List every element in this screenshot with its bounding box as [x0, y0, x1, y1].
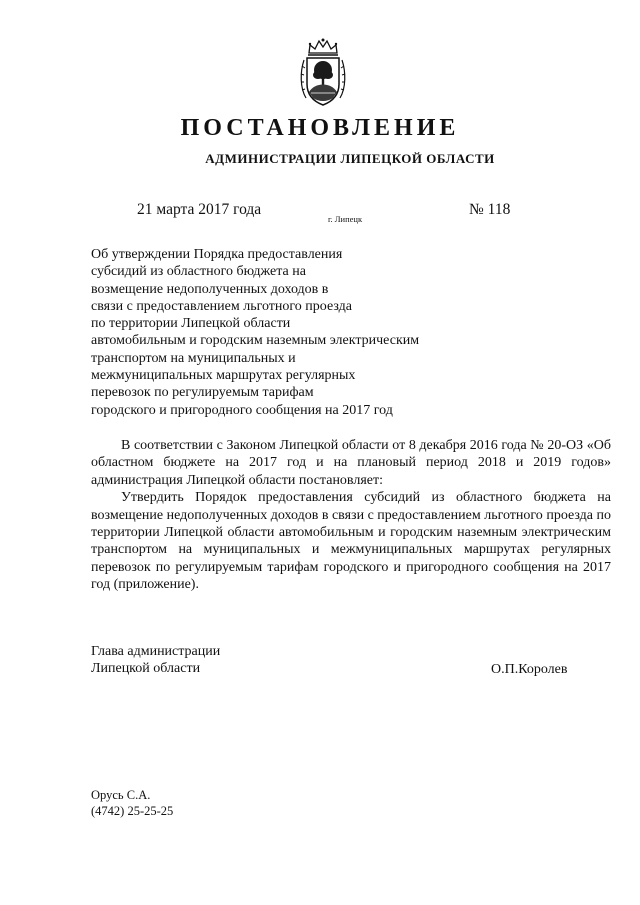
signature-position [91, 643, 220, 678]
document-body [91, 437, 611, 594]
executor-phone: (4742) 25-25-25 [91, 804, 174, 818]
subject-line: межмуниципальных маршрутах регулярных [91, 368, 356, 384]
subject-line: перевозок по регулируемым тарифам [91, 385, 314, 401]
document-date: 21 марта 2017 года [137, 201, 262, 218]
body-paragraph-decision: Утвердить Порядок предоставления субсидий из областного бюджета на возмещение недополученных доходов в связи с предоставлением льготного проезда по территории Липецкой области автомобильным и городским наземным электрическим транспортом на муниципальных и межмуниципальных маршрутах регулярных перевозок по регулируемым тарифам городского и пригородного сообщения на 2017 год (приложение). [91, 490, 611, 593]
document-title: ПОСТАНОВЛЕНИЕ [180, 115, 460, 141]
document-number: № 118 [469, 201, 511, 218]
signature-position-line: Глава администрации [91, 644, 221, 659]
signature-name: О.П.Королев [491, 662, 568, 677]
body-paragraph-preamble: В соответствии с Законом Липецкой области от 8 декабря 2016 года № 20-ОЗ «Об областном бюджете на 2017 год и на плановый период 2018 и 2019 годов» администрация Липецкой области постановляет: [91, 438, 611, 488]
subject-line: городского и пригородного сообщения на 2017 год [91, 402, 393, 418]
document-subtitle: АДМИНИСТРАЦИИ ЛИПЕЦКОЙ ОБЛАСТИ [205, 151, 495, 166]
document-city: г. Липецк [328, 214, 363, 224]
executor-block [91, 787, 173, 819]
signature-position-line: Липецкой области [91, 661, 201, 677]
subject-line: субсидий из областного бюджета на [91, 264, 306, 280]
executor-name: Орусь С.А. [91, 788, 151, 802]
subject-line: возмещение недополученных доходов в [91, 281, 329, 297]
coat-of-arms-icon [297, 36, 349, 108]
subject-line: автомобильным и городским наземным электрическим [91, 333, 420, 349]
subject-line: Об утверждении Порядка предоставления [91, 247, 343, 262]
document-subject [91, 246, 471, 419]
subject-line: по территории Липецкой области [91, 316, 291, 332]
subject-line: связи с предоставлением льготного проезда [91, 298, 352, 314]
subject-line: транспортом на муниципальных и [91, 350, 296, 366]
